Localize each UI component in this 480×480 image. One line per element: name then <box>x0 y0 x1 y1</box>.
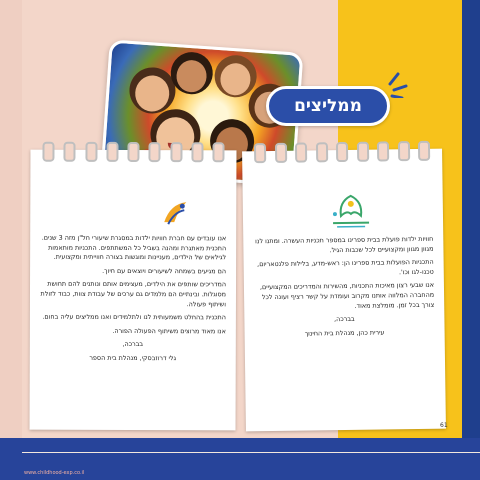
paragraph: התכניות הפועלות בבית ספרינו הן: ראש-מדע, בלילות פלנטאריום, טכנו-לגו וכו'. <box>257 257 434 277</box>
footer-url: www.childhood-exp.co.il <box>24 470 85 476</box>
recommendation-card-left <box>30 150 237 431</box>
paragraph: המדריכים שותפים את הילדים, מעצימים אותם ונותנים להם תחושת מסוגלות. ובינתיים הם מלמדים גם ערכים של עבודת צוות, כבוד לזולת ושיתוף פעולה. <box>40 280 227 308</box>
binder-rings <box>42 142 224 161</box>
binder-rings <box>254 141 430 161</box>
binder-ring <box>315 142 327 162</box>
left-card-body <box>40 234 226 368</box>
school-logo-icon <box>160 198 190 226</box>
bottom-divider <box>22 452 480 453</box>
binder-ring <box>170 142 182 162</box>
badge-label: ממליצים <box>294 96 362 116</box>
recommendation-card-right <box>242 149 446 432</box>
paragraph: הם מגיעים בשמחה לשיעורים ויוצאים עם חיוך. <box>102 266 227 276</box>
binder-ring <box>377 141 389 161</box>
binder-ring <box>149 142 161 162</box>
binder-ring <box>42 142 54 162</box>
blue-edge-strip <box>462 0 480 450</box>
recommenders-badge <box>266 86 390 126</box>
binder-ring <box>85 142 97 162</box>
binder-ring <box>127 142 139 162</box>
binder-ring <box>336 142 348 162</box>
binder-ring <box>418 141 430 161</box>
paragraph: אנו עובדים עם חברת חוויות ילדות במסגרת שיעורי חל"ן מזה 3 שנים. התכנית מאתגרת ומהנה בשביל כל המשתתפים. התכניות מותאמות לגילאים של הילדים, מעניינות ומוגשות בצורה חווייתית ומקצועית. <box>41 233 227 262</box>
binder-ring <box>254 143 266 163</box>
binder-ring <box>274 143 286 163</box>
binder-ring <box>64 142 76 162</box>
closing-line: בברכה, <box>122 340 144 349</box>
page-left-margin <box>0 0 22 480</box>
page-number: 61 <box>440 422 448 429</box>
binder-ring <box>212 142 224 162</box>
binder-ring <box>356 142 368 162</box>
paragraph: התכנית בהחלט משמעותית לנו ולתלמידים ואנו ממליצים עליה בחום. <box>42 312 226 322</box>
signature-line: גלי דרוזבסקי, מנהלת בית הספר <box>89 353 177 363</box>
paragraph: חוויות ילדות פועלת בבית ספרינו במספר תכניות העשרה. ומתנו לנו מגוון מגוון ומקצועיים לכל שכבות הגיל. <box>255 234 434 254</box>
binder-ring <box>106 142 118 162</box>
binder-ring <box>191 142 203 162</box>
school-logo-icon <box>325 192 378 233</box>
spark-lines-icon <box>388 70 412 98</box>
paragraph: אנו מאוד מרוצים משיתוף הפעולה הפורה. <box>112 326 226 336</box>
right-card-body <box>253 235 434 344</box>
paragraph: אנו שבעי רצון מאיכות התכניות, מהשירות והמדריכים המקצועיים, מהחברה המלווה אותנו מקרוב ועומדת על קשר רציף ועונה לכל צורך בכל זמן. מומלצת מאוד. <box>259 281 435 310</box>
binder-ring <box>295 143 307 163</box>
signature-line: עירית כהן, מנהלת בית החינוך <box>304 328 385 338</box>
closing-line: בברכה, <box>334 315 355 324</box>
binder-ring <box>397 141 409 161</box>
